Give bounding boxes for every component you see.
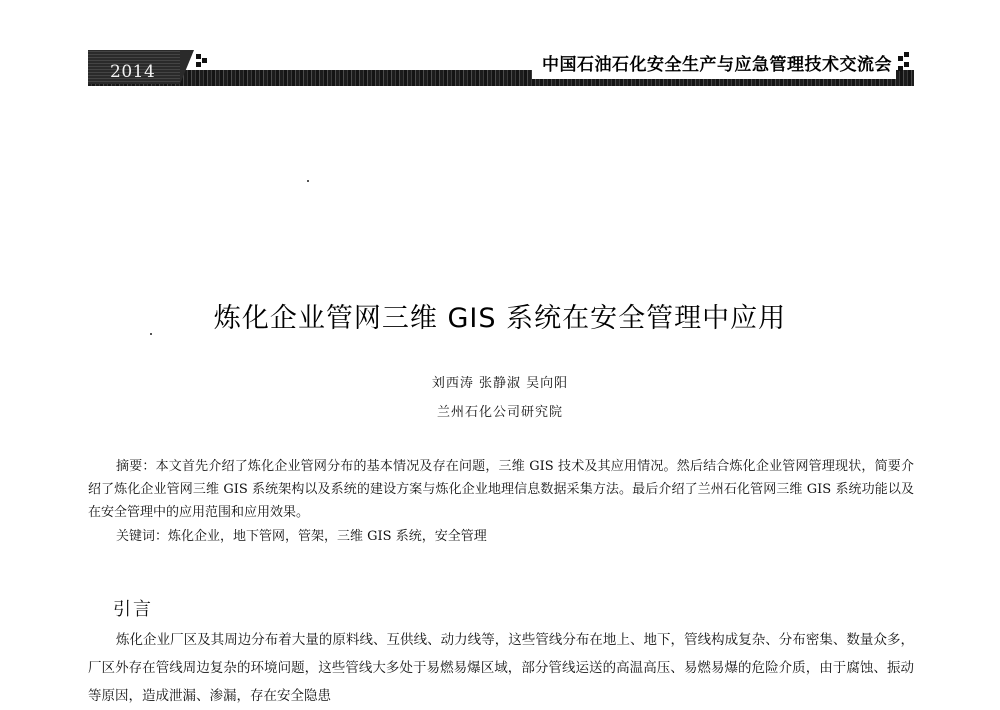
header-year: 2014 xyxy=(110,62,156,82)
year-box xyxy=(88,50,180,84)
header-dots-right xyxy=(898,52,910,72)
running-header xyxy=(88,44,914,90)
abstract xyxy=(88,455,914,524)
paper-title: 炼化企业管网三维 GIS 系统在安全管理中应用 xyxy=(213,303,787,334)
header-dots-left xyxy=(196,54,208,68)
keywords-label: 关键词： xyxy=(116,529,169,544)
keywords-text: 炼化企业，地下管网，管架，三维 GIS 系统，安全管理 xyxy=(168,529,487,544)
header-notch xyxy=(180,50,194,84)
conference-title: 中国石油石化安全生产与应急管理技术交流会 xyxy=(532,44,896,79)
section-heading: 引言 xyxy=(113,599,153,620)
abstract-label: 摘要： xyxy=(116,459,156,474)
abstract-text: 本文首先介绍了炼化企业管网分布的基本情况及存在问题，三维 GIS 技术及其应用情况。然后结合炼化企业管网管理现状，简要介绍了炼化企业管网三维 GIS 系统架构以及系统的建设方案与炼化企业地理信息数据采集方法。最后介绍了兰州石化管网三维 GIS 系统功能以及在安全管理中的应用范围和应用效果。 xyxy=(88,459,914,520)
paper-affiliation: 兰州石化公司研究院 xyxy=(436,405,563,420)
keywords xyxy=(116,525,896,548)
body-paragraph: 炼化企业厂区及其周边分布着大量的原料线、互供线、动力线等，这些管线分布在地上、地下，管线构成复杂、分布密集、数量众多，厂区外存在管线周边复杂的环境问题，这些管线大多处于易燃易爆区域，部分管线运送的高温高压、易燃易爆的危险介质，由于腐蚀、振动等原因，造成泄漏、渗漏，存在安全隐患 xyxy=(88,632,914,704)
paper-authors: 刘西涛 张静淑 吴向阳 xyxy=(431,376,569,391)
scan-speck xyxy=(307,180,309,182)
